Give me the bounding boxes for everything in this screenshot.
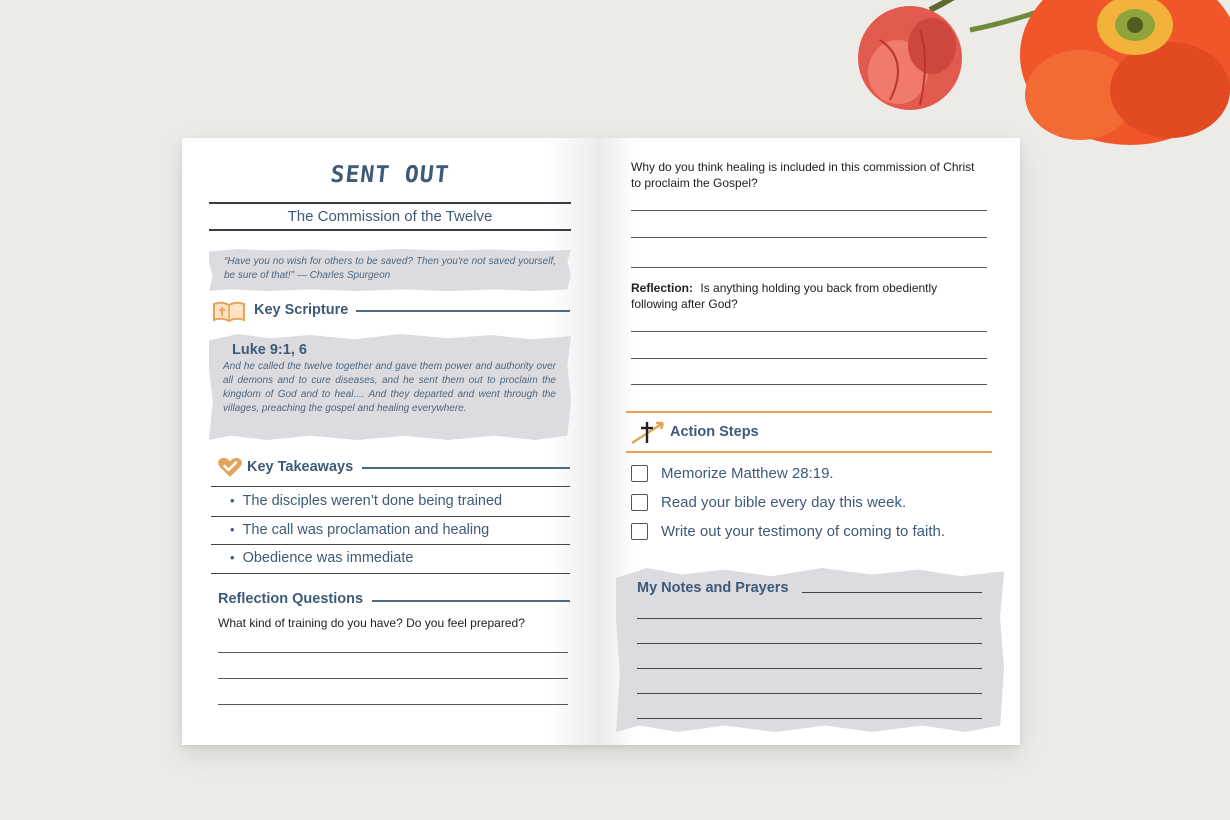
healing-question-text: Why do you think healing is included in this commission of Christ to proclaim the Gospel? — [631, 160, 975, 190]
right-page — [598, 138, 1020, 745]
writing-line — [631, 210, 987, 211]
takeaway-rule — [211, 486, 570, 487]
takeaway-item: • The call was proclamation and healing — [230, 522, 489, 538]
writing-line — [218, 678, 568, 679]
action-step-label: Write out your testimony of coming to faith. — [661, 523, 946, 540]
notes-heading: My Notes and Prayers — [637, 580, 789, 596]
reflection-label: Reflection: — [631, 281, 694, 295]
key-takeaways-rule — [362, 467, 570, 469]
writing-line — [631, 267, 987, 268]
bible-icon — [212, 299, 246, 323]
notes-line — [637, 668, 982, 669]
title-divider-bottom — [209, 229, 571, 231]
takeaway-item: • The disciples weren’t done being trained — [230, 493, 502, 509]
page-subtitle: The Commission of the Twelve — [287, 208, 493, 225]
action-steps-rule-bottom — [626, 451, 992, 453]
scripture-reference: Luke 9:1, 6 — [232, 342, 307, 358]
page-title: SENT OUT — [329, 162, 451, 188]
heart-check-icon — [217, 456, 243, 478]
notes-line — [637, 643, 982, 644]
writing-line — [218, 704, 568, 705]
action-steps-rule-top — [626, 411, 992, 413]
takeaway-rule — [211, 544, 570, 545]
takeaway-rule — [211, 516, 570, 517]
poppy-flowers-decoration — [850, 0, 1230, 150]
key-scripture-rule — [356, 310, 570, 312]
writing-line — [631, 384, 987, 385]
action-step-checkbox[interactable] — [631, 465, 648, 482]
action-step-label: Read your bible every day this week. — [661, 494, 907, 511]
reflection-questions-rule — [372, 600, 570, 602]
takeaway-item: • Obedience was immediate — [230, 550, 413, 566]
takeaway-rule — [211, 573, 570, 574]
writing-line — [631, 237, 987, 238]
action-steps-heading: Action Steps — [670, 424, 759, 440]
booklet — [182, 138, 1020, 745]
action-step-label: Memorize Matthew 28:19. — [661, 465, 834, 482]
reflection-questions-heading: Reflection Questions — [218, 591, 364, 607]
action-step-checkbox[interactable] — [631, 494, 648, 511]
writing-line — [631, 358, 987, 359]
quote-text: “Have you no wish for others to be saved? Then you're not saved yourself, be sure of that!” — Charles Spurgeon — [224, 256, 556, 281]
cross-arrow-icon — [630, 419, 666, 445]
reflection-question-text: What kind of training do you have? Do you feel prepared? — [218, 616, 525, 630]
writing-line — [218, 652, 568, 653]
notes-heading-rule — [802, 592, 982, 593]
left-page — [182, 138, 598, 745]
reflection-text: Is anything holding you back from obediently following after God? — [631, 281, 938, 311]
writing-line — [631, 331, 987, 332]
key-takeaways-heading: Key Takeaways — [247, 459, 354, 475]
notes-line — [637, 718, 982, 719]
notes-line — [637, 693, 982, 694]
reflection-prompt — [631, 280, 976, 312]
title-divider-top — [209, 202, 571, 204]
notes-line — [637, 618, 982, 619]
key-scripture-heading: Key Scripture — [254, 302, 349, 318]
scripture-text: And he called the twelve together and gave them power and authority over all demons and to cure diseases, and he sent them out to proclaim the kingdom of God and to heal.... And they departed and went through the villages, preaching the gospel and healing everywhere. — [223, 361, 556, 414]
action-step-checkbox[interactable] — [631, 523, 648, 540]
